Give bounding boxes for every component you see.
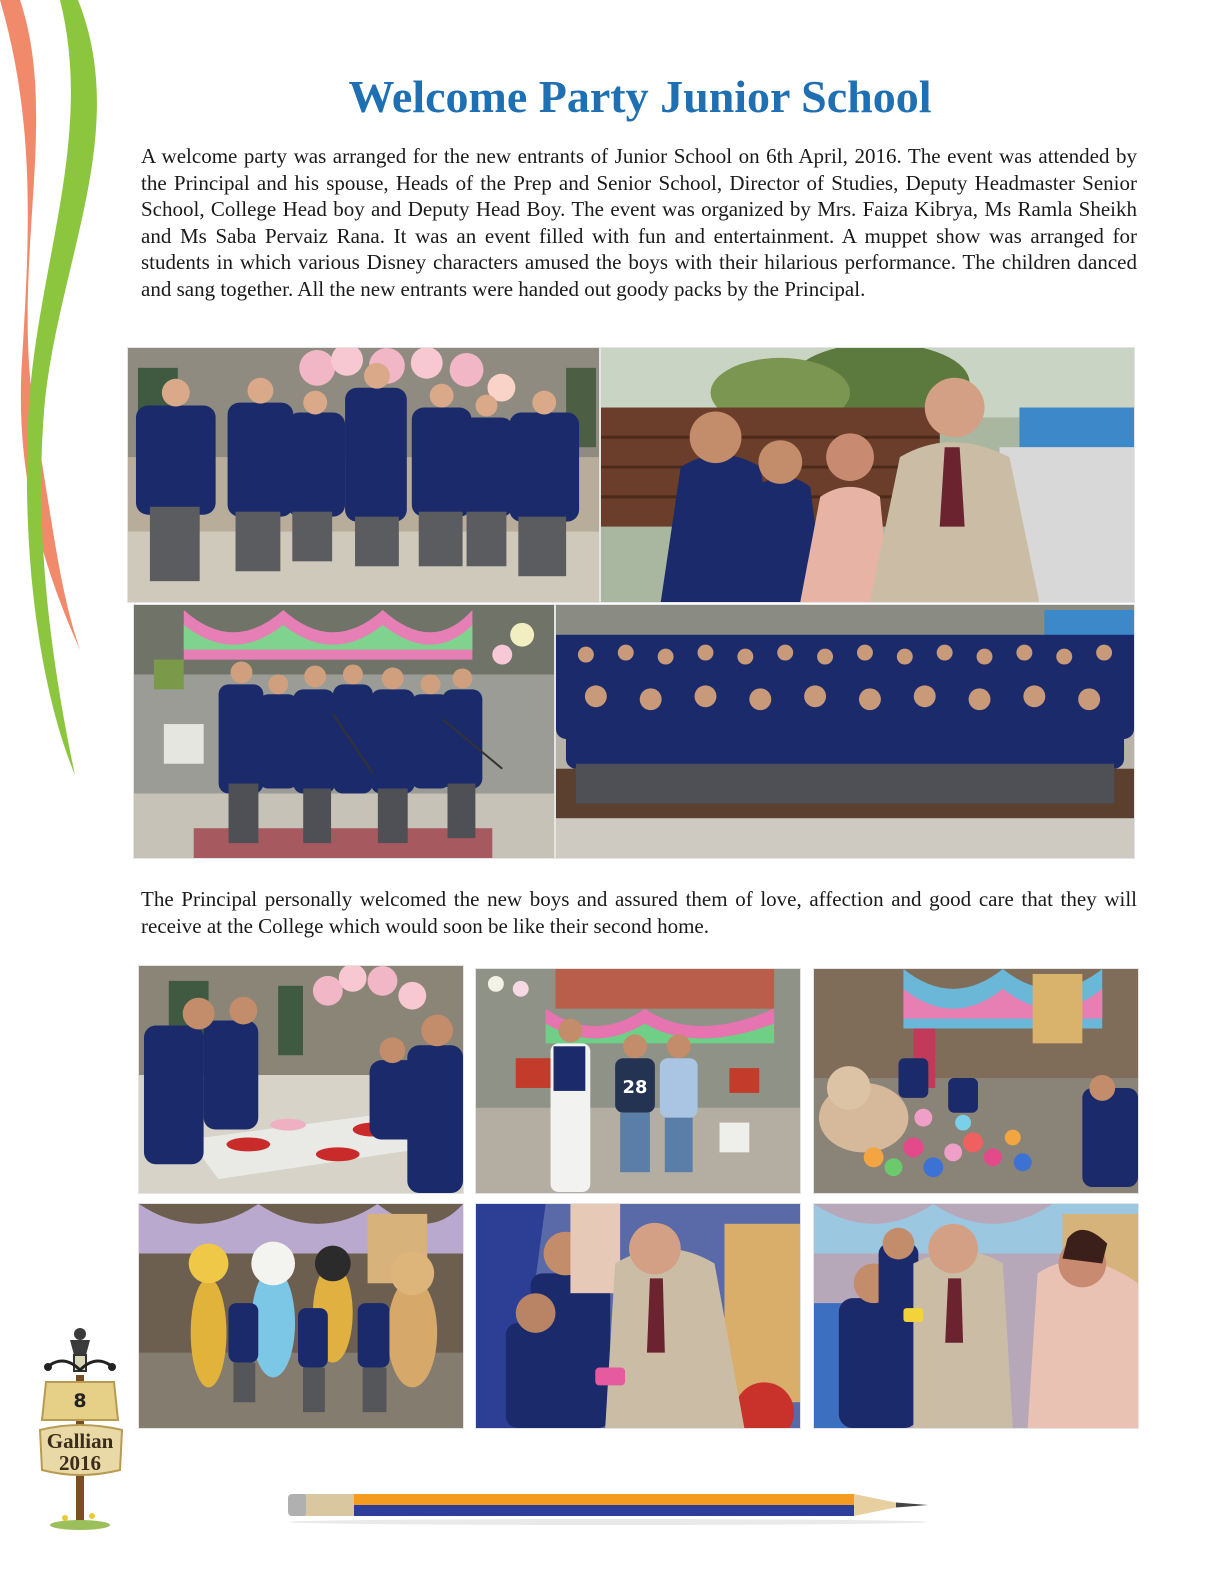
photo-group-portrait: [127, 347, 600, 603]
page-number-signpost: [30, 1320, 130, 1530]
photo-seated-students: [555, 604, 1135, 859]
photo-game-table: [138, 965, 464, 1194]
brand-year: 2016: [59, 1451, 101, 1475]
photo-disney-characters: [138, 1203, 464, 1429]
intro-paragraph: A welcome party was arranged for the new entrants of Junior School on 6th April, 2016. The event was attended by the Principal and his spouse, Heads of the Prep and Senior School, Director of Studies, Deputy Headmaster Senior School, College Head boy and Deputy Head Boy. The event was organized by Mrs. Faiza Kibrya, Ms Ramla Sheikh and Ms Saba Pervaiz Rana. It was an event filled with fun and entertainment. A muppet show was arranged for students in which various Disney characters amused the boys with their hilarious performance. The children danced and sang together. All the new entrants were handed out goody packs by the Principal.: [141, 144, 1137, 301]
photo-boys-singing: [133, 604, 555, 859]
decorative-swoosh: [0, 0, 140, 800]
photo-principal-greeting: [600, 347, 1135, 603]
photo-principal-with-boy: [813, 1203, 1139, 1429]
closing-paragraph: The Principal personally welcomed the new boys and assured them of love, affection and good care that they will receive at the College which would soon be like their second home.: [141, 887, 1137, 938]
shirt-number: 28: [622, 1076, 648, 1098]
brand-name: Gallian: [46, 1429, 114, 1453]
publication-brand: [38, 1430, 122, 1474]
photo-goody-pack-handout: [475, 1203, 801, 1429]
page-number: 8: [73, 1390, 87, 1412]
page-title: Welcome Party Junior School: [348, 71, 932, 122]
pencil-decoration: [288, 1488, 933, 1526]
photo-balloon-game: [813, 968, 1139, 1194]
photo-stage-performance: [475, 968, 801, 1194]
